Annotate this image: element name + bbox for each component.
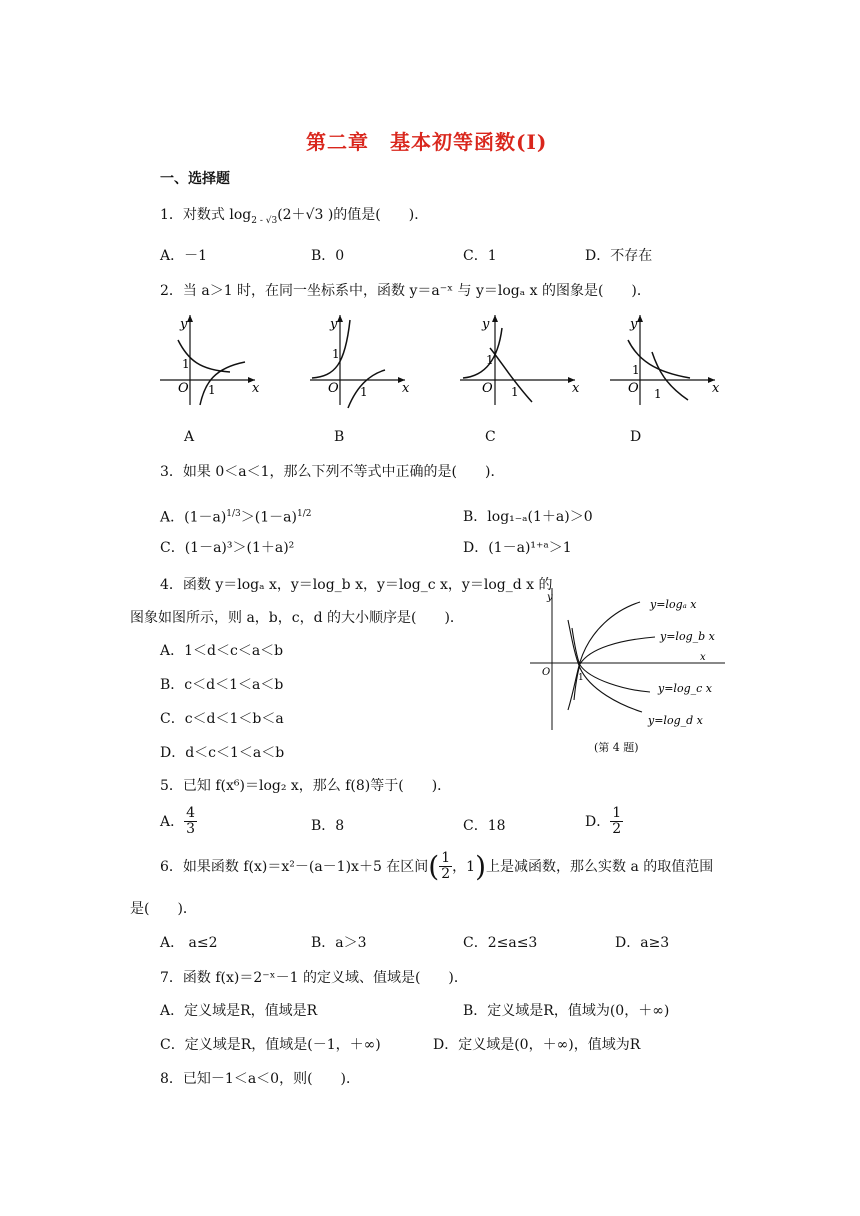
q6-den: 2: [441, 866, 451, 883]
q2a-one-y: 1: [182, 357, 190, 371]
q4-y-label: y: [547, 592, 553, 603]
q5d-label: D．: [585, 813, 611, 830]
q5a-num: 4: [186, 805, 196, 821]
q3-option-c: C．(1－a)³＞(1＋a)²: [160, 540, 295, 556]
q5-option-d: [585, 806, 623, 838]
q4-label-b: y=log_b x: [660, 630, 715, 643]
q2a-x-label: x: [252, 381, 260, 396]
q2-label-a: A: [184, 429, 195, 445]
q7-option-d: D．定义域是(0，＋∞)，值域为R: [433, 1037, 641, 1053]
q2a-origin: O: [178, 381, 189, 396]
q2b-x-label: x: [402, 381, 410, 396]
q2b-one-y: 1: [332, 347, 340, 361]
q4-option-b: B．c＜d＜1＜a＜b: [160, 677, 284, 693]
q6-stem-a: 6．如果函数 f(x)＝x²－(a－1)x＋5 在区间: [160, 858, 429, 875]
q6-interval-rest: ，1: [452, 858, 476, 875]
q2c-y-label: y: [482, 317, 490, 332]
q5a-den: 3: [186, 821, 196, 838]
q2c-x-label: x: [572, 381, 580, 396]
q4-origin: O: [542, 667, 551, 678]
q6-rparen: ): [475, 850, 487, 883]
q1-log-base: 2 - √3: [251, 215, 278, 226]
q5d-den: 2: [612, 821, 622, 838]
q4-one: 1: [578, 673, 584, 683]
q3-option-a: [160, 509, 311, 526]
q2-graphs: [150, 310, 750, 410]
q2-label-b: B: [334, 429, 345, 445]
page-title: 第二章 基本初等函数(Ⅰ): [306, 130, 548, 154]
q2c-origin: O: [482, 381, 493, 396]
q6-stem-c: 是( )．: [130, 901, 197, 917]
question-4-line1: 4．函数 y＝logₐ x，y＝log_b x，y＝log_c x，y＝log_d x 的: [160, 577, 553, 593]
q6-interval-fraction: [439, 851, 452, 883]
q3a-exp1: 1/3: [226, 509, 241, 519]
q6-stem-b: 上是减函数，那么实数 a 的取值范围: [486, 858, 714, 875]
q3-option-d: D．(1－a)¹⁺ᵃ＞1: [463, 540, 572, 556]
q5-option-c: C．18: [463, 818, 506, 834]
q2-graph-a: [160, 315, 260, 405]
q2a-y-label: y: [180, 317, 188, 332]
q3-option-b: B．log₁₋ₐ(1＋a)＞0: [463, 509, 593, 525]
question-6: [160, 850, 713, 884]
question-5: 5．已知 f(x⁶)＝log₂ x，那么 f(8)等于( )．: [160, 778, 452, 794]
q1-stem-a: 1．对数式 log: [160, 207, 252, 223]
q2b-origin: O: [328, 381, 339, 396]
q2-graph-c: [460, 315, 580, 405]
q4-option-d: D．d＜c＜1＜a＜b: [160, 745, 285, 761]
q7-option-a: A．定义域是R，值域是R: [160, 1003, 318, 1019]
q5d-fraction: [610, 806, 623, 838]
q2b-y-label: y: [330, 317, 338, 332]
q7-option-b: B．定义域是R，值域为(0，＋∞): [463, 1003, 670, 1019]
q6-num: 1: [441, 849, 451, 866]
question-1: [160, 207, 428, 227]
q1-option-a: A．－1: [160, 248, 208, 264]
section-heading: 一、选择题: [160, 171, 230, 187]
q5d-num: 1: [612, 805, 622, 821]
question-7: 7．函数 f(x)＝2⁻ˣ－1 的定义域、值域是( )．: [160, 970, 468, 986]
q2d-origin: O: [628, 381, 639, 396]
q6-option-d: D．a≥3: [615, 935, 670, 951]
q4-x-label: x: [700, 652, 706, 663]
q3a-exp2: 1/2: [296, 509, 312, 519]
question-3: 3．如果 0＜a＜1，那么下列不等式中正确的是( )．: [160, 464, 505, 480]
q5-option-a: [160, 806, 197, 838]
question-4-line2: 图象如图所示，则 a，b，c，d 的大小顺序是( )．: [130, 610, 464, 626]
q1-option-b: B．0: [311, 248, 345, 264]
q2-label-d: D: [630, 429, 642, 445]
q2d-one-y: 1: [632, 363, 640, 377]
q3a-base1: A．(1－a): [160, 509, 227, 526]
q2b-one-x: 1: [360, 385, 368, 399]
q1-option-d: D．不存在: [585, 248, 653, 264]
q6-option-b: B．a＞3: [311, 935, 367, 951]
q2-graph-b: [310, 315, 410, 408]
q2d-x-label: x: [712, 381, 720, 396]
q4-caption: (第 4 题): [594, 741, 639, 754]
q4-label-a: y=logₐ x: [650, 598, 697, 611]
q4-label-c: y=log_c x: [658, 682, 712, 695]
q5a-fraction: [184, 806, 197, 838]
question-2: 2．当 a＞1 时，在同一坐标系中，函数 y＝a⁻ˣ 与 y＝logₐ x 的图象是( )．: [160, 283, 651, 299]
q2-label-c: C: [485, 429, 496, 445]
q5-option-b: B．8: [311, 818, 345, 834]
q7-option-c: C．定义域是R，值域是(－1，＋∞): [160, 1037, 381, 1053]
q2d-y-label: y: [630, 317, 638, 332]
q1-option-c: C．1: [463, 248, 497, 264]
q4-label-d: y=log_d x: [648, 714, 703, 727]
q4-figure: [530, 580, 730, 745]
q2d-one-x: 1: [654, 387, 662, 401]
q6-option-a: A． a≤2: [160, 935, 218, 951]
q6-option-c: C．2≤a≤3: [463, 935, 538, 951]
q2c-one-x: 1: [511, 385, 519, 399]
q4-option-c: C．c＜d＜1＜b＜a: [160, 711, 284, 727]
q1-stem-b: (2＋√3 )的值是( )．: [277, 207, 429, 223]
q4-option-a: A．1＜d＜c＜a＜b: [160, 643, 284, 659]
q2-graph-d: [610, 315, 720, 405]
q3a-mid: ＞(1－a): [240, 509, 297, 526]
q6-lparen: (: [428, 850, 440, 883]
question-8: 8．已知－1＜a＜0，则( )．: [160, 1071, 360, 1087]
q2a-one-x: 1: [208, 383, 216, 397]
q5a-label: A．: [160, 813, 185, 830]
q2c-one-y: 1: [486, 353, 494, 367]
